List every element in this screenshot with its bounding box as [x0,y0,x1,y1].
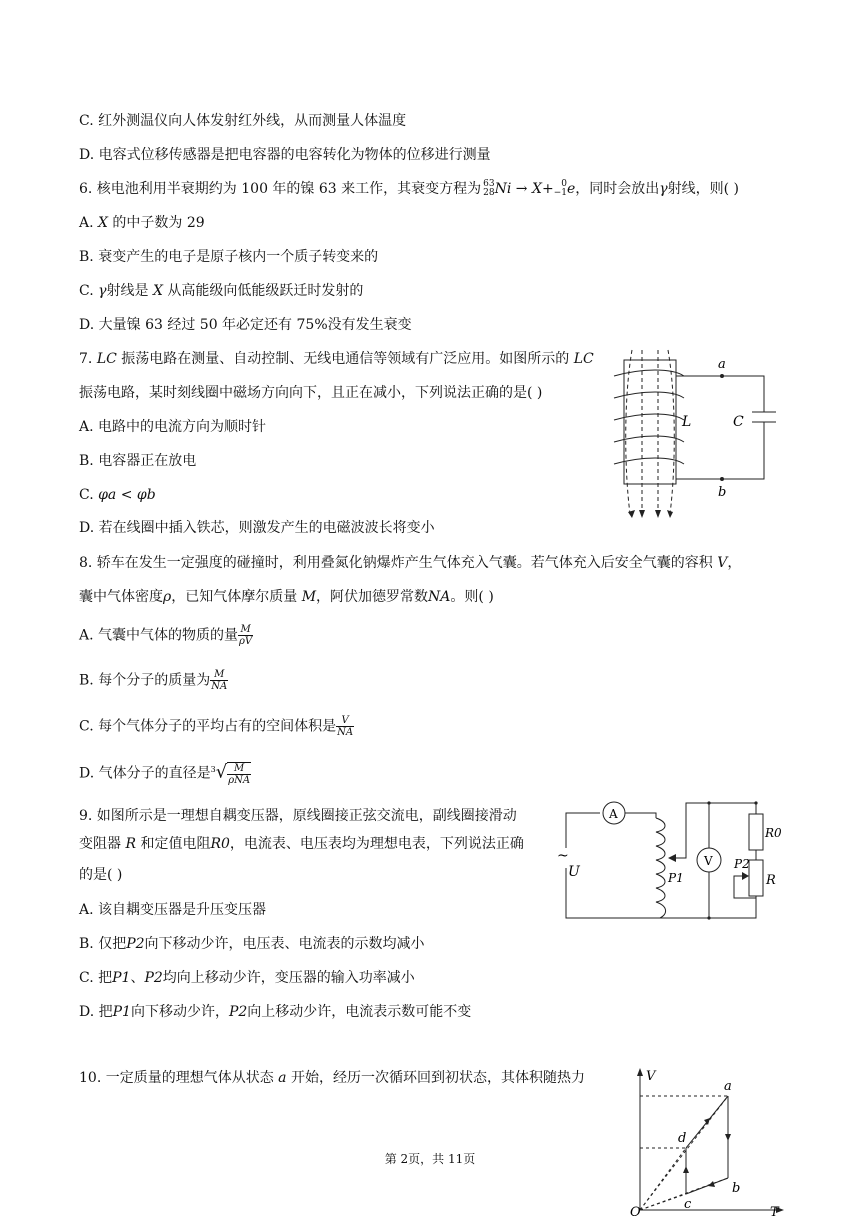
inductor-label: L [682,414,692,430]
state-c-label: c [684,1197,692,1212]
v-t-graph-figure [628,1066,788,1216]
node-a-label: a [718,357,726,372]
q9-option-b: B. 仅把P2向下移动少许，电压表、电流表的示数均减小 [79,936,425,952]
q7-option-a: A. 电路中的电流方向为顺时针 [79,419,267,435]
q9-option-c: C. 把P1、P2均向上移动少许，变压器的输入功率减小 [79,970,415,986]
v-axis-label: V [646,1069,656,1084]
voltmeter-icon: V [704,854,713,868]
q9-stem-line1: 9. 如图所示是一理想自耦变压器，原线圈接正弦交流电，副线圈接滑动 [79,808,517,824]
state-b-label: b [732,1181,741,1196]
state-d-label: d [678,1131,687,1146]
node-b-label: b [718,485,727,500]
q8-option-b: B. 每个分子的质量为 $\frac{M}{NA}$ [79,669,228,692]
ammeter-icon: A [609,807,618,821]
q7-option-b: B. 电容器正在放电 [79,453,197,469]
q6-option-b: B. 衰变产生的电子是原子核内一个质子转变来的 [79,249,379,265]
lc-circuit-figure [612,346,784,526]
origin-label: O [630,1205,641,1216]
q9-stem-line2: 变阻器 R 和定值电阻R0，电流表、电压表均为理想电表，下列说法正确 [79,836,524,852]
q10-stem: 10. 一定质量的理想气体从状态 a 开始，经历一次循环回到初状态，其体积随热力 [79,1070,585,1086]
q5-option-d: D. 电容式位移传感器是把电容器的电容转化为物体的位移进行测量 [79,147,491,163]
q8-option-c: C. 每个气体分子的平均占有的空间体积是 $\frac{V}{NA}$ [79,715,354,738]
capacitor-label: C [733,414,744,430]
autotransformer-figure [556,798,788,924]
r-label: R [766,873,776,888]
q6-option-c: C. γ射线是 X 从高能级向低能级跃迁时发射的 [79,283,364,299]
q7-option-d: D. 若在线圈中插入铁芯，则激发产生的电磁波波长将变小 [79,520,435,536]
q8-option-a: A. 气囊中气体的物质的量 $\frac{M}{\rho V}$ [79,624,253,647]
t-axis-label: T [770,1205,779,1216]
q7-stem-line1: 7. LC 振荡电路在测量、自动控制、无线电通信等领域有广泛应用。如图所示的 LC [79,351,594,367]
q7-stem-line2: 振荡电路，某时刻线圈中磁场方向向下，且正在减小，下列说法正确的是( ) [79,385,543,401]
q9-option-d: D. 把P1向下移动少许，P2向上移动少许，电流表示数可能不变 [79,1004,472,1020]
u-label: U [568,864,580,880]
q8-option-d: D. 气体分子的直径是$^3$√ $\frac{M}{\text{ρNA}}$ [79,761,251,786]
q5-option-c: C. 红外测温仪向人体发射红外线，从而测量人体温度 [79,113,407,129]
q9-option-a: A. 该自耦变压器是升压变压器 [79,902,267,918]
r0-label: R0 [765,826,782,840]
p1-label: P1 [668,871,684,885]
q6-option-a: A. X 的中子数为 29 [79,215,205,231]
q8-stem-line2: 囊中气体密度ρ，已知气体摩尔质量 M，阿伏加德罗常数NA。则( ) [79,589,494,605]
q6-option-d: D. 大量镍 63 经过 50 年必定还有 75%没有发生衰变 [79,317,412,333]
ac-source-icon: ~ [557,848,569,864]
q8-stem-line1: 8. 轿车在发生一定强度的碰撞时，利用叠氮化钠爆炸产生气体充入气囊。若气体充入后安全气囊的容积 V， [79,555,742,571]
state-a-label: a [724,1079,732,1094]
q7-option-c: C. φa < φb [79,487,156,503]
p2-label: P2 [734,857,750,871]
q6-stem: 6. 核电池利用半衰期约为 100 年的镍 63 来工作，其衰变方程为 63 28 Ni → X+ 0 −1 e，同时会放出γ射线，则( ) [79,179,740,198]
page-number: 第 2页，共 11页 [384,1152,476,1166]
q9-stem-line3: 的是( ) [79,867,123,883]
